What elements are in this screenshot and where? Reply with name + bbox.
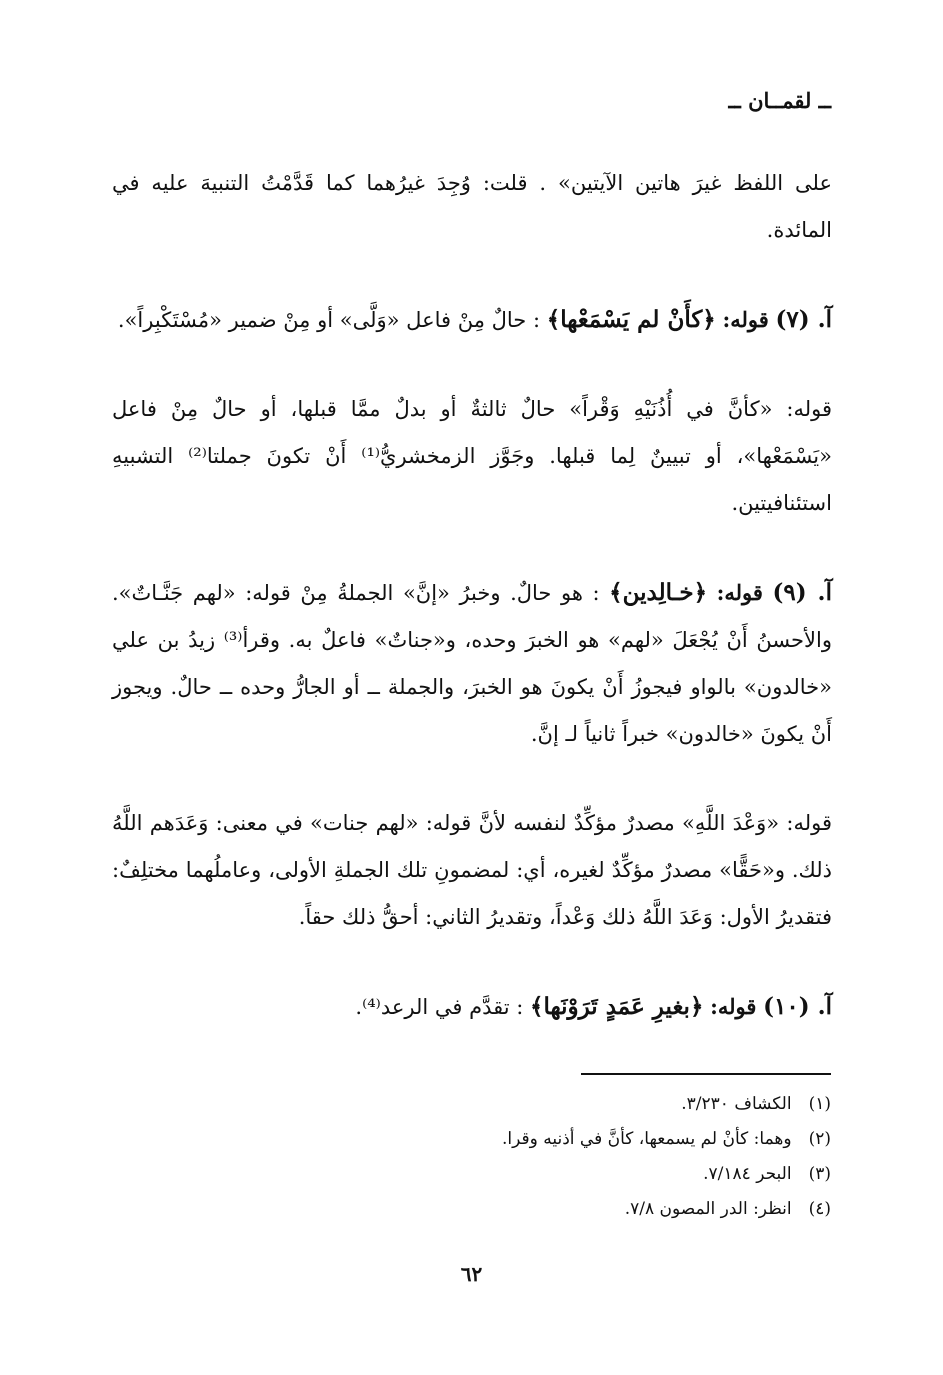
footnote-number: (٣)	[808, 1164, 831, 1184]
paragraph-verse-7	[112, 296, 832, 344]
verse-reference: آ. (١٠)	[763, 993, 832, 1020]
paragraph-5	[112, 800, 832, 941]
paragraph-3	[112, 386, 832, 527]
verse-reference: آ. (٩)	[772, 579, 832, 606]
footnote-3	[111, 1157, 831, 1192]
footnote-number: (٢)	[808, 1129, 831, 1149]
verse-lead: قوله:	[716, 580, 763, 605]
footnote-2	[111, 1122, 831, 1157]
footnote-text: البحر ٧/١٨٤.	[703, 1164, 792, 1184]
footnote-number: (١)	[808, 1094, 831, 1114]
footnote-1	[111, 1087, 831, 1122]
paragraph-verse-9	[112, 569, 832, 758]
paragraph-text: : تقدَّم في الرعد⁽⁴⁾.	[355, 995, 524, 1019]
verse-lead: قوله:	[710, 994, 757, 1019]
footnote-text: انظر: الدر المصون ٧/٨.	[624, 1199, 792, 1219]
main-text	[112, 160, 832, 1031]
paragraph-text: على اللفظ غيرَ هاتين الآيتين» . قلت: وُجِدَ غيرُهما كما قَدَّمْتُ التنبيهَ عليه في المائدة.	[112, 171, 832, 242]
footnote-number: (٤)	[808, 1199, 831, 1219]
footnotes	[111, 1087, 831, 1227]
paragraph-verse-10	[112, 983, 832, 1031]
footnote-4	[111, 1192, 831, 1227]
verse-lead: قوله:	[722, 307, 769, 332]
verse-reference: آ. (٧)	[775, 306, 832, 333]
quran-quote: ﴿خـالِدين﴾	[609, 579, 708, 606]
paragraph-text: قوله: «كأنَّ في أُذُنَيْهِ وَقْراً» حالٌ ثالثةٌ أو بدلٌ ممَّا قبلها، أو حالٌ مِنْ فاعل «يَسْمَعْها»، أو تبيينٌ لِما قبلها. وجَوَّز الزمخشريُّ⁽¹⁾ أَنْ تكونَ جملتا⁽²⁾ التشبيهِ استئنافيتين.	[112, 397, 833, 515]
quran-quote: ﴿كأَنْ لم يَسْمَعْها﴾	[546, 306, 716, 333]
paragraph-text: قوله: «وَعْدَ اللَّهِ» مصدرٌ مؤكِّدٌ لنفسه لأنَّ قوله: «لهم جنات» في معنى: وَعَدَهم اللَّهُ ذلك. و«حَقًّا» مصدرٌ مؤكِّدٌ لغيره، أي: لمضمونِ تلك الجملةِ الأولى، وعاملُهما مختلِفٌ: فتقديرُ الأول: وَعَدَ اللَّهُ ذلك وَعْداً، وتقديرُ الثاني: أحقُّ ذلك حقاً.	[112, 811, 832, 929]
footnote-text: وهما: كأنْ لم يسمعها، كأنَّ في أذنيه وقرا.	[502, 1129, 792, 1149]
page-number: ٦٢	[460, 1262, 483, 1286]
paragraph-1	[112, 160, 832, 254]
paragraph-text: : حالٌ مِنْ فاعل «وَلَّى» أو مِنْ ضمير «مُسْتَكْبِراً».	[117, 308, 541, 332]
footnote-text: الكشاف ٣/٢٣٠.	[681, 1094, 792, 1114]
footnote-separator	[581, 1073, 831, 1075]
running-header-title: ــ لقمــان ــ	[728, 88, 831, 113]
paragraph-text: : هو حالٌ. وخبرُ «إنَّ» الجملةُ مِنْ قوله: «لهم جَنَّـاتٌ». والأحسنُ أَنْ يُجْعَلَ «لهم» هو الخبرَ وحده، و«جناتٌ» فاعلٌ به. وقرأ⁽³⁾ زيدُ بن علي «خالدون» بالواو فيجوزُ أَنْ يكونَ هو الخبرَ، والجملة ــ أو الجارُّ وحده ــ حالٌ. ويجوز أَنْ يكونَ «خالدون» خبراً ثانياً لـ إنَّ.	[112, 581, 832, 746]
quran-quote: ﴿بغيرِ عَمَدٍ تَرَوْنَها﴾	[530, 993, 704, 1020]
